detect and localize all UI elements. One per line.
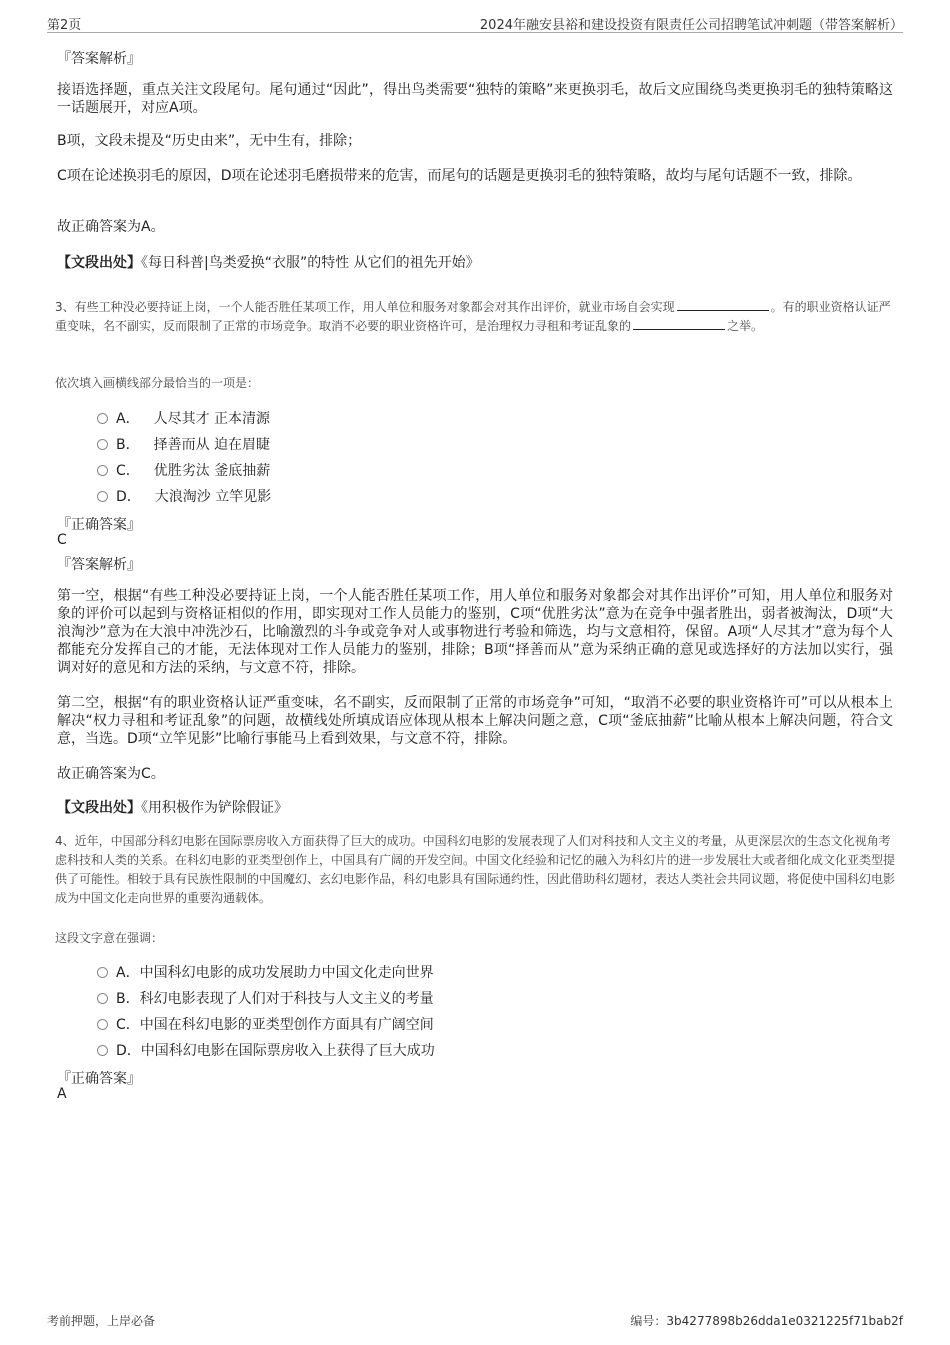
answer-heading-q4: 『正确答案』: [57, 1071, 141, 1087]
option-d[interactable]: D．中国科幻电影在国际票房收入上获得了巨大成功: [97, 1040, 435, 1060]
source-title: 《用积极作为铲除假证》: [141, 800, 288, 816]
radio-icon[interactable]: [97, 465, 108, 476]
option-b[interactable]: B．科幻电影表现了人们对于科技与人文主义的考量: [97, 988, 434, 1008]
source-label: 【文段出处】: [57, 800, 141, 816]
answer-value-q4: A: [57, 1086, 67, 1102]
page-number: 第2页: [47, 18, 82, 33]
footer-slogan: 考前押题，上岸必备: [47, 1314, 156, 1328]
option-d[interactable]: D． 大浪淘沙 立竿见影: [97, 486, 271, 506]
page-footer: [47, 1312, 903, 1330]
answer-value-q3: C: [57, 532, 67, 548]
radio-icon[interactable]: [97, 993, 108, 1004]
explain-para: 第二空，根据“有的职业资格认证严重变味，名不副实，反而限制了正常的市场竞争”可知，“取消不必要的职业资格许可”可以从根本上解决“权力寻租和考证乱象”的问题，故横线处所填成语应体现从根本上解决问题之意，C项“釜底抽薪”比喻从根本上解决问题，符合文意，当选。D项“立竿见影”比喻行事能马上看到效果，与文意不符，排除。: [57, 695, 893, 747]
question-4-stem: 4、近年，中国部分科幻电影在国际票房收入方面获得了巨大的成功。中国科幻电影的发展表现了人们对科技和人文主义的考量，从更深层次的生态文化视角考虑科技和人类的关系。在科幻电影的亚类型创作上，中国具有广阔的开发空间。中国文化经验和记忆的融入为科幻片的进一步发展壮大或者细化成文化亚类型提供了可能性。相较于具有民族性限制的中国魔幻、玄幻电影作品，科幻电影具有国际通约性，因此借助科幻题材，表达人类社会共同议题，将促使中国科幻电影成为中国文化走向世界的重要沟通载体。: [55, 834, 896, 905]
radio-icon[interactable]: [97, 413, 108, 424]
question-3-prompt: 依次填入画横线部分最恰当的一项是：: [55, 376, 260, 390]
explain-para: 第一空，根据“有些工种没必要持证上岗，一个人能否胜任某项工作，用人单位和服务对象都会对其作出评价”可知，用人单位和服务对象的评价可以起到与资格证相似的作用，即实现对工作人员能力的鉴别，C项“优胜劣汰”意为在竞争中强者胜出，弱者被淘汰，D项“大浪淘沙”意为在大浪中冲洗沙石，比喻激烈的斗争或竞争对人或事物进行考验和筛选，均与文意相符，保留。A项“人尽其才”意为每个人都能充分发挥自己的才能，无法体现对工作人员能力的鉴别，排除；B项“择善而从”意为采纳正确的意见或选择好的方法加以实行，强调对好的意见和方法的采纳，与文意不符，排除。: [57, 588, 893, 676]
question-4-prompt: 这段文字意在强调：: [55, 931, 164, 945]
explain-para: C项在论述换羽毛的原因，D项在论述羽毛磨损带来的危害，而尾句的话题是更换羽毛的独特策略，故均与尾句话题不一致，排除。: [57, 168, 862, 184]
explain-heading-prev: 『答案解析』: [57, 51, 141, 67]
option-a[interactable]: A． 人尽其才 正本清源: [97, 408, 270, 428]
radio-icon[interactable]: [97, 439, 108, 450]
radio-icon[interactable]: [97, 1019, 108, 1030]
explain-para: 接语选择题，重点关注文段尾句。尾句通过“因此”，得出鸟类需要“独特的策略”来更换羽毛，故后文应围绕鸟类更换羽毛的独特策略这一话题展开，对应A项。: [57, 82, 893, 116]
radio-icon[interactable]: [97, 1045, 108, 1056]
document-id: 编号：3b4277898b26dda1e0321225f71bab2f: [630, 1314, 903, 1328]
explain-heading-q3: 『答案解析』: [57, 557, 141, 573]
radio-icon[interactable]: [97, 967, 108, 978]
source-citation: [57, 797, 288, 817]
option-c[interactable]: C．中国在科幻电影的亚类型创作方面具有广阔空间: [97, 1014, 434, 1034]
radio-icon[interactable]: [97, 491, 108, 502]
explain-conclusion: 故正确答案为C。: [57, 766, 165, 782]
source-label: 【文段出处】: [57, 255, 141, 271]
page-header: [47, 12, 903, 33]
option-a[interactable]: A．中国科幻电影的成功发展助力中国文化走向世界: [97, 962, 434, 982]
answer-heading-q3: 『正确答案』: [57, 517, 141, 533]
fill-blank-2: [633, 317, 725, 330]
option-b[interactable]: B． 择善而从 迫在眉睫: [97, 434, 270, 454]
document-title: 2024年融安县裕和建设投资有限责任公司招聘笔试冲刺题（带答案解析）: [479, 18, 903, 33]
fill-blank-1: [677, 298, 769, 311]
question-3-stem: 3、有些工种没必要持证上岗，一个人能否胜任某项工作，用人单位和服务对象都会对其作出评价，就业市场自会实现 。有的职业资格认证严重变味，名不副实，反而限制了正常的市场竞争。取消不必要的职业资格许可，是治理权力寻租和考证乱象的 之举。: [55, 300, 891, 333]
explain-para: B项，文段未提及“历史由来”，无中生有，排除；: [57, 133, 362, 149]
source-citation: [57, 252, 480, 272]
source-title: 《每日科普|鸟类爱换“衣服”的特性 从它们的祖先开始》: [141, 255, 480, 271]
explain-conclusion: 故正确答案为A。: [57, 219, 165, 235]
option-c[interactable]: C． 优胜劣汰 釜底抽薪: [97, 460, 270, 480]
